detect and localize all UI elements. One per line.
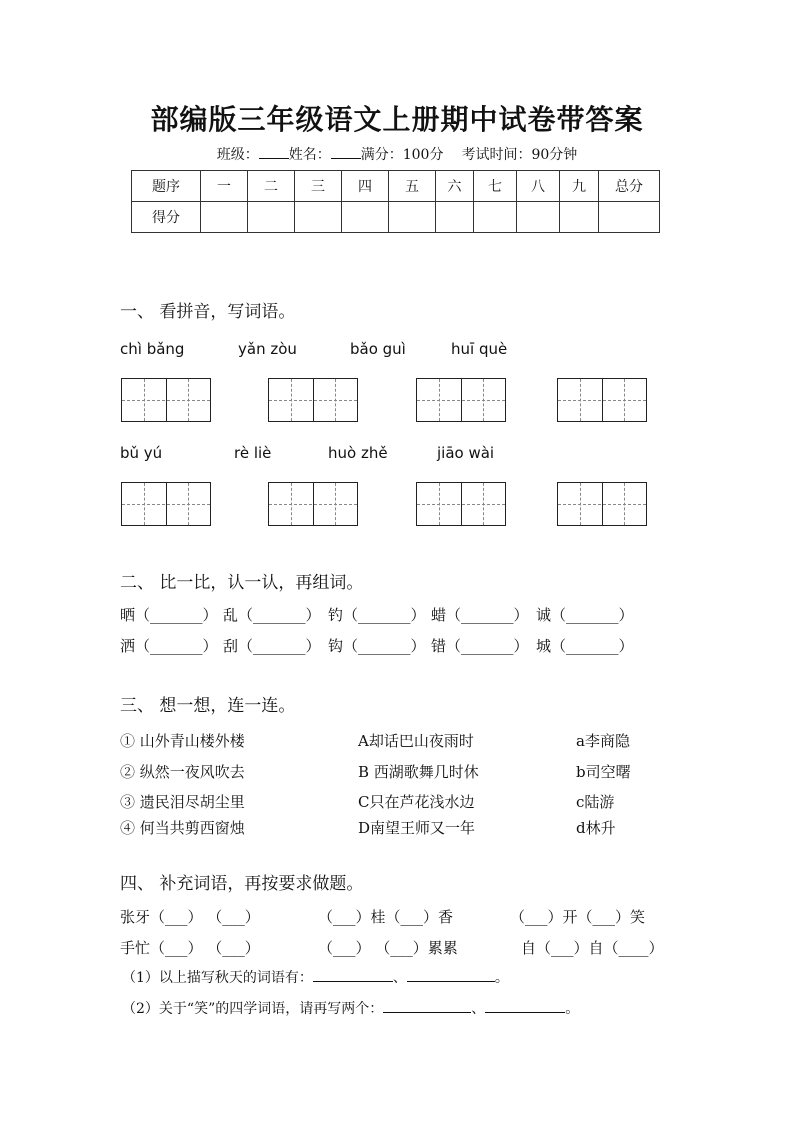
poem-line: ④ 何当共剪西窗烛 bbox=[120, 819, 245, 837]
name-label: 姓名： bbox=[288, 147, 331, 163]
compare-word: 晒（_______） bbox=[120, 606, 218, 624]
writing-grid[interactable] bbox=[416, 378, 506, 422]
pinyin-label: rè liè bbox=[234, 444, 272, 462]
compare-word: 诚（_______） bbox=[536, 606, 634, 624]
score-cell[interactable] bbox=[517, 202, 560, 233]
full-score: 满分：100分 bbox=[360, 147, 444, 163]
score-header-cell: 五 bbox=[389, 171, 436, 202]
poet-name: d林升 bbox=[576, 819, 616, 837]
poem-match: D南望王师又一年 bbox=[358, 819, 476, 837]
poem-match: A却话巴山夜雨时 bbox=[358, 732, 474, 750]
exam-info bbox=[0, 144, 794, 164]
idiom-fill: 自（___）自（____） bbox=[521, 939, 664, 957]
separator: 、 bbox=[392, 970, 407, 986]
compare-word: 错（_______） bbox=[431, 637, 529, 655]
poem-line: ③ 遗民泪尽胡尘里 bbox=[120, 793, 245, 811]
poem-line: ② 纵然一夜风吹去 bbox=[120, 763, 245, 781]
question-2 bbox=[122, 998, 579, 1018]
section-2-heading: 二、 比一比，认一认，再组词。 bbox=[120, 573, 364, 593]
writing-grid[interactable] bbox=[121, 482, 211, 526]
page-title: 部编版三年级语文上册期中试卷带答案 bbox=[150, 103, 644, 136]
poet-name: b司空曙 bbox=[576, 763, 631, 781]
score-header-cell: 三 bbox=[295, 171, 342, 202]
pinyin-label: jiāo wài bbox=[437, 444, 495, 462]
score-cell[interactable] bbox=[342, 202, 389, 233]
section-4-heading: 四、 补充词语，再按要求做题。 bbox=[120, 874, 364, 894]
score-header-cell: 一 bbox=[201, 171, 248, 202]
poem-line: ① 山外青山楼外楼 bbox=[120, 732, 245, 750]
writing-grid[interactable] bbox=[268, 378, 358, 422]
compare-word: 钓（_______） bbox=[328, 606, 426, 624]
class-blank[interactable] bbox=[259, 146, 289, 159]
pinyin-label: huī què bbox=[451, 340, 508, 358]
score-value-row bbox=[132, 202, 660, 233]
class-label: 班级： bbox=[216, 147, 259, 163]
writing-grid[interactable] bbox=[557, 378, 647, 422]
score-table bbox=[131, 170, 660, 233]
score-row-label: 得分 bbox=[132, 202, 201, 233]
answer-blank[interactable] bbox=[407, 967, 495, 982]
compare-word: 刮（_______） bbox=[223, 637, 321, 655]
score-header-cell: 题序 bbox=[132, 171, 201, 202]
pinyin-label: bǎo guì bbox=[350, 340, 406, 358]
writing-grid[interactable] bbox=[416, 482, 506, 526]
period: 。 bbox=[565, 1001, 580, 1017]
question-2-text: （2）关于“笑”的四学词语，请再写两个： bbox=[122, 1001, 384, 1017]
score-cell[interactable] bbox=[389, 202, 436, 233]
compare-word: 城（_______） bbox=[536, 637, 634, 655]
poem-match: B 西湖歌舞几时休 bbox=[358, 763, 479, 781]
pinyin-label: bǔ yú bbox=[120, 444, 163, 462]
answer-blank[interactable] bbox=[383, 998, 471, 1013]
compare-word: 洒（_______） bbox=[120, 637, 218, 655]
idiom-fill: （___） （___）累累 bbox=[318, 939, 458, 957]
idiom-fill: （___）开（___）笑 bbox=[510, 908, 646, 926]
score-cell[interactable] bbox=[436, 202, 474, 233]
idiom-fill: （___）桂（___）香 bbox=[318, 908, 454, 926]
answer-blank[interactable] bbox=[485, 998, 565, 1013]
score-header-cell: 六 bbox=[436, 171, 474, 202]
answer-blank[interactable] bbox=[313, 967, 393, 982]
score-cell[interactable] bbox=[474, 202, 517, 233]
poet-name: a李商隐 bbox=[576, 732, 630, 750]
score-header-cell: 四 bbox=[342, 171, 389, 202]
compare-word: 钩（_______） bbox=[328, 637, 426, 655]
writing-grid[interactable] bbox=[121, 378, 211, 422]
score-header-cell: 八 bbox=[517, 171, 560, 202]
idiom-fill: 张牙（___） （___） bbox=[120, 908, 260, 926]
writing-grid[interactable] bbox=[557, 482, 647, 526]
period: 。 bbox=[494, 970, 509, 986]
pinyin-label: chì bǎng bbox=[120, 340, 185, 358]
pinyin-label: yǎn zòu bbox=[238, 340, 297, 358]
section-3-heading: 三、 想一想，连一连。 bbox=[120, 696, 296, 716]
exam-time: 考试时间：90分钟 bbox=[461, 147, 578, 163]
separator: 、 bbox=[471, 1001, 486, 1017]
score-header-cell: 七 bbox=[474, 171, 517, 202]
score-cell[interactable] bbox=[201, 202, 248, 233]
poem-match: C只在芦花浅水边 bbox=[358, 793, 475, 811]
score-cell[interactable] bbox=[560, 202, 599, 233]
pinyin-label: huò zhě bbox=[328, 444, 388, 462]
poet-name: c陆游 bbox=[576, 793, 615, 811]
compare-word: 乱（_______） bbox=[223, 606, 321, 624]
question-1 bbox=[122, 967, 509, 987]
section-1-heading: 一、 看拼音，写词语。 bbox=[120, 302, 296, 322]
compare-word: 蜡（_______） bbox=[431, 606, 529, 624]
score-cell[interactable] bbox=[248, 202, 295, 233]
score-header-row bbox=[132, 171, 660, 202]
score-cell[interactable] bbox=[295, 202, 342, 233]
score-header-cell: 二 bbox=[248, 171, 295, 202]
score-header-cell: 总分 bbox=[599, 171, 660, 202]
question-1-text: （1）以上描写秋天的词语有： bbox=[122, 970, 313, 986]
writing-grid[interactable] bbox=[268, 482, 358, 526]
score-cell[interactable] bbox=[599, 202, 660, 233]
score-header-cell: 九 bbox=[560, 171, 599, 202]
idiom-fill: 手忙（___） （___） bbox=[120, 939, 260, 957]
name-blank[interactable] bbox=[331, 146, 361, 159]
